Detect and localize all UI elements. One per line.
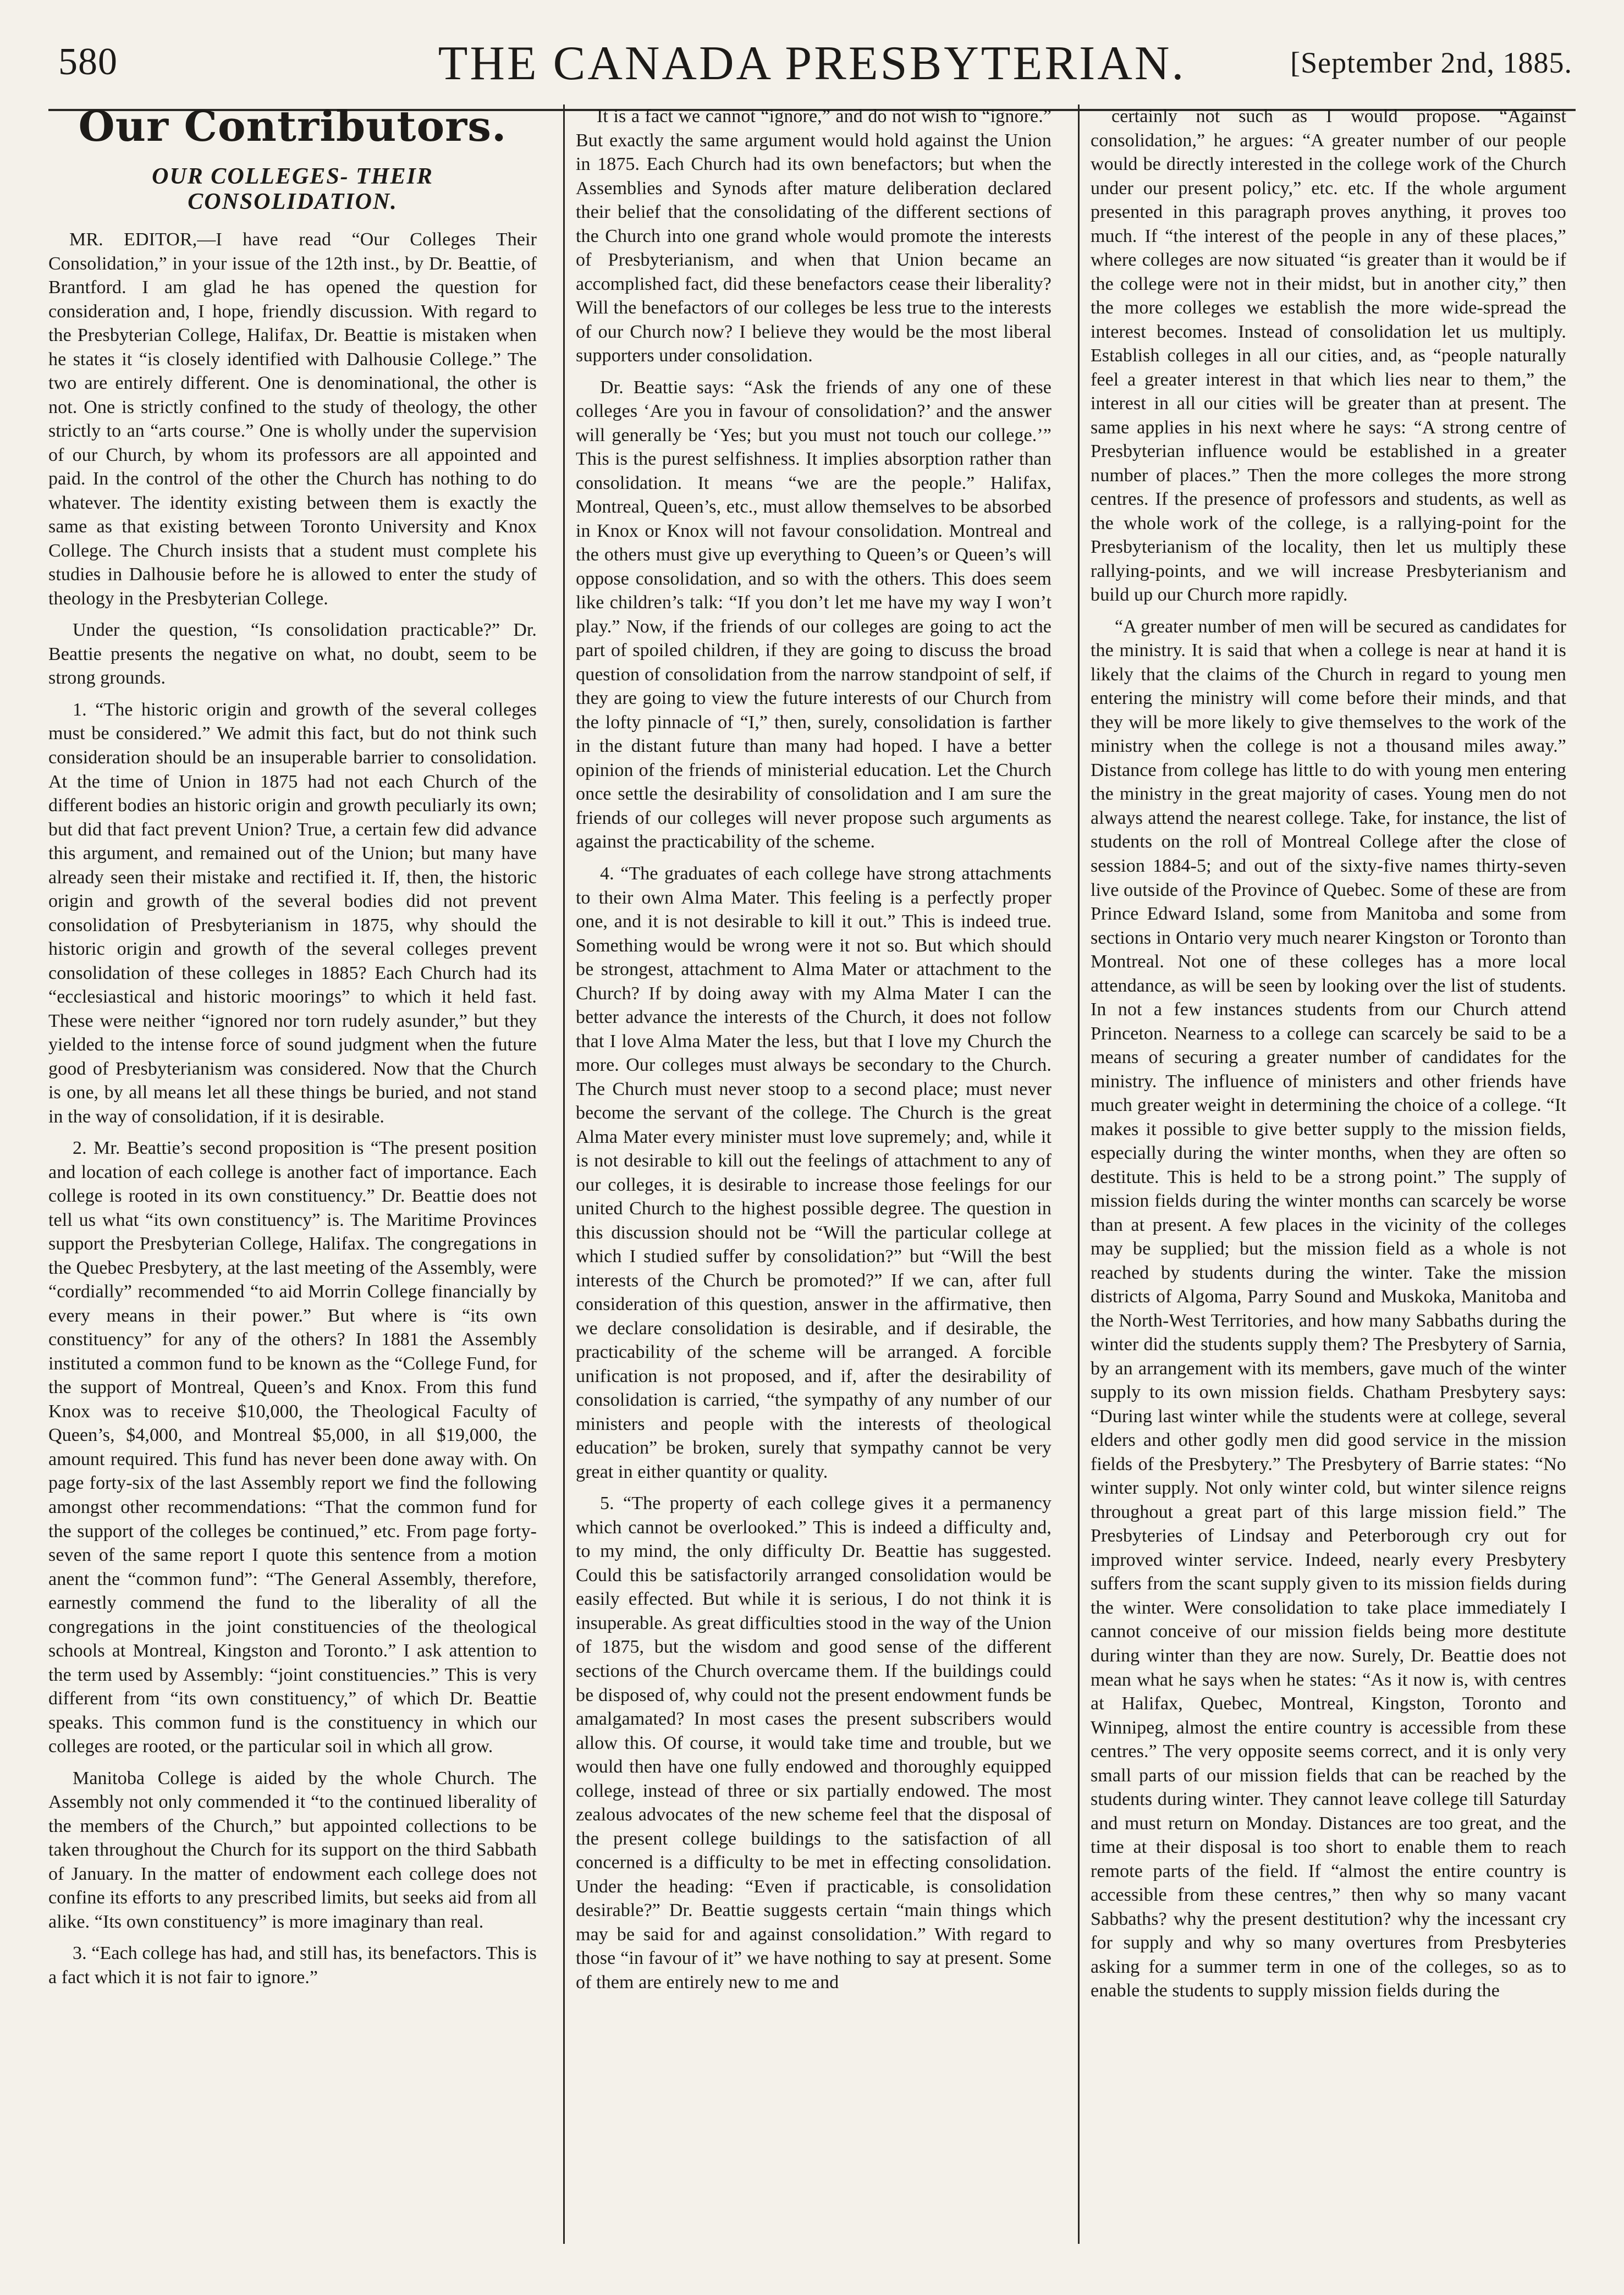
article-title: OUR COLLEGES- THEIR CONSOLIDATION. [152, 163, 433, 214]
column-3 [1078, 104, 1566, 2244]
page-number: 580 [58, 41, 118, 83]
paragraph: “A greater number of men will be secured as candidates for the ministry. It is said that when a college is near at hand it is likely that the claims of the Church in regard to young men entering the ministry will come before their minds, and that they will be more likely to give themselves to the work of the ministry when the college is not a thousand miles away.” Distance from college has little to do with young men entering the ministry in the great majority of cases. Young men do not always attend the nearest college. Take, for instance, the list of students on the roll of Montreal College after the close of session 1884-5; and out of the sixty-five names thirty-seven live outside of the Province of Quebec. Some of these are from Prince Edward Island, some from Manitoba and some from sections in Ontario very much nearer Kingston or Toronto than Montreal. Not one of these colleges has a more local attendance, as will be seen by looking over the list of students. In not a few instances students from our Church attend Princeton. Nearness to a college can scarcely be said to be a means of securing a greater number of candidates for the ministry. The influence of ministers and other friends have much greater weight in determining the choice of a college. “It makes it possible to give better supply to the mission fields, especially during the winter months, when they are often so destitute. This is held to be a strong point.” The supply of mission fields during the winter months can scarcely be worse than at present. A few places in the vicinity of the colleges may be supplied; but the mission field as a whole is not reached by students during the winter. Take the mission districts of Algoma, Parry Sound and Muskoka, Manitoba and the North-West Territories, and how many Sabbaths during the winter did the students supply them? The Presbytery of Sarnia, by an arrangement with its members, gave much of the winter supply to its own mission fields. Chatham Presbytery says: “During last winter while the students were at college, several elders and other godly men did good service in the mission fields of the Presbytery.” The Presbytery of Barrie states: “No winter supply. Not only winter cold, but winter silence reigns throughout a great part of this large mission field.” The Presbyteries of Lindsay and Peterborough cry out for improved winter service. Indeed, nearly every Presbytery suffers from the scant supply given to its mission fields during the winter. Were consolidation to take place immediately I cannot conceive of our mission fields being more destitute during winter than they are now. Surely, Dr. Beattie does not mean what he says when he states: “As it now is, with centres at Halifax, Quebec, Montreal, Kingston, Toronto and Winnipeg, almost the entire country is accessible from these centres.” The very opposite seems correct, and it is only very small parts of our mission fields that can be reached by the students during winter. They cannot leave college till Saturday and must return on Monday. Distances are too great, and the time at their disposal is too short to enable them to reach remote parts of the field. If “almost the entire country is accessible from these centres,” then why so many vacant Sabbaths? why the present destitution? why the incessant cry for supply and why so many overtures from Presbyteries asking for a summer term in one of the colleges, so as to enable the students to supply mission fields during the [1091, 616, 1566, 2001]
column-2 [563, 104, 1052, 2244]
page-header [48, 37, 1576, 111]
article-columns [48, 104, 1576, 2244]
issue-date: [September 2nd, 1885. [1290, 46, 1572, 79]
paragraph: MR. EDITOR,—I have read “Our Colleges Their Consolidation,” in your issue of the 12th inst., by Dr. Beattie, of Brantford. I am glad he has opened the question for consideration and, I hope, friendly discussion. With regard to the Presbyterian College, Halifax, Dr. Beattie is mistaken when he states it “is closely identified with Dalhousie College.” The two are entirely different. One is denominational, the other is not. One is strictly confined to the study of theology, the other strictly to an “arts course.” One is wholly under the supervision of our Church, by whom its professors are all appointed and paid. In the control of the other the Church has nothing to do whatever. The identity existing between them is exactly the same as that existing between Toronto University and Knox College. The Church insists that a student must complete his studies in Dalhousie before he is allowed to enter the study of theology in the Presbyterian College. [48, 229, 537, 609]
paragraph: 5. “The property of each college gives it a permanency which cannot be overlooked.” This is indeed a difficulty and, to my mind, the only difficulty Dr. Beattie has suggested. Could this be satisfactorily arranged consolidation would be easily effected. But while it is serious, I do not think it is insuperable. As great difficulties stood in the way of the Union of 1875, but the wisdom and good sense of the different sections of the Church overcame them. If the buildings could be disposed of, why could not the present endowment funds be amalgamated? In most cases the present subscribers would allow this. Of course, it would take time and trouble, but we would then have one fully endowed and thoroughly equipped college, instead of three or six partially endowed. The most zealous advocates of the new scheme feel that the disposal of the present college buildings to the satisfaction of all concerned is a difficulty to be met in effecting consolidation. Under the heading: “Even if practicable, is consolidation desirable?” Dr. Beattie suggests certain “main things which may be said for and against consolidation.” With regard to those “in favour of it” we have nothing to say at present. Some of them are entirely new to me and [576, 1493, 1052, 1993]
paragraph: 3. “Each college has had, and still has, its benefactors. This is a fact which it is not fair to ignore.” [48, 1943, 537, 1988]
journal-title: THE CANADA PRESBYTERIAN. [438, 37, 1186, 90]
paragraph: 4. “The graduates of each college have strong attachments to their own Alma Mater. This feeling is a perfectly proper one, and it is not desirable to kill it out.” This is indeed true. Something would be wrong were it not so. But which should be strongest, attachment to Alma Mater or attachment to the Church? If by doing away with my Alma Mater I can the better advance the interests of the Church, it does not follow that I love Alma Mater the less, but that I love my Church the more. Our colleges must always be secondary to the Church. The Church must never stoop to a second place; must never become the servant of the college. The Church is the great Alma Mater every minister must love supremely; and, while it is not desirable to kill out the feelings of attachment to any of our colleges, it is desirable to increase those feelings for our united Church to the highest possible degree. The question in this discussion should not be “Will the particular college at which I studied suffer by consolidation?” but “Will the best interests of the Church be promoted?” If we can, after full consideration of this question, answer in the affirmative, then we declare consolidation is desirable, and if desirable, the practicability of the scheme will be arranged. A forcible unification is not proposed, and if, after the desirability of consolidation is carried, “the sympathy of any number of our ministers and people with the interests of theological education” be broken, surely that sympathy cannot be very great in either quantity or quality. [576, 863, 1052, 1482]
paragraph: Dr. Beattie says: “Ask the friends of any one of these colleges ‘Are you in favour of consolidation?’ and the answer will generally be ‘Yes; but you must not touch our college.’” This is the purest selfishness. It implies absorption rather than consolidation. It means “we are the people.” Halifax, Montreal, Queen’s, etc., must allow themselves to be absorbed in Knox or Knox will not favour consolidation. Montreal and the others must give up everything to Queen’s or Queen’s will oppose consolidation, and so with the others. This does seem like children’s talk: “If you don’t let me have my way I won’t play.” Now, if the friends of our colleges are going to act the part of spoiled children, if they are going to discuss the broad question of consolidation from the narrow standpoint of self, if they are going to view the future interests of our Church from the lofty pinnacle of “I,” then, surely, consolidation is farther in the distant future than many had hoped. I have a better opinion of the friends of ministerial education. Let the Church once settle the desirability of consolidation and I am sure the friends of our colleges will never propose such arguments as against the practicability of the scheme. [576, 377, 1052, 852]
column-1 [48, 104, 537, 2244]
paragraph: Manitoba College is aided by the whole Church. The Assembly not only commended it “to the continued liberality of the members of the Church,” but appointed collections to be taken throughout the Church for its support on the third Sabbath of January. In the matter of endowment each college does not confine its efforts to any prescribed limits, but seeks aid from all alike. “Its own constituency” is more imaginary than real. [48, 1768, 537, 1932]
section-title: Our Contributors. [78, 104, 507, 151]
paragraph: certainly not such as I would propose. “Against consolidation,” he argues: “A greater number of our people would be directly interested in the college work of the Church under our present policy,” etc. etc. If the whole argument presented in this paragraph proves anything, it proves too much. If “the interest of the people in any of these places,” where colleges are now situated “is greater than it would be if the college were not in their midst, but in another city,” then the more colleges we establish the more wide-spread the interest becomes. Instead of consolidation let us multiply. Establish colleges in all our cities, and, as “people naturally feel a greater interest in that which lies near to them,” the interest in all our cities will be greater than at present. The same applies in his next where he says: “A strong centre of Presbyterian influence would be established in a greater number of places.” Then the more colleges the more strong centres. If the presence of professors and students, as well as the whole work of the college, is a rallying-point for the Presbyterianism of the locality, then let us multiply these rallying-points, and we will increase Presbyterianism and build up our Church more rapidly. [1091, 106, 1566, 606]
paragraph: 2. Mr. Beattie’s second proposition is “The present position and location of each college is another fact of importance. Each college is rooted in its own constituency.” Dr. Beattie does not tell us what “its own constituency” is. The Maritime Provinces support the Presbyterian College, Halifax. The congregations in the Quebec Presbytery, at the last meeting of the Assembly, were “cordially” recommended “to aid Morrin College financially by every means in their power.” But where is “its own constituency” for any of the others? In 1881 the Assembly instituted a common fund to be known as the “College Fund, for the support of Montreal, Queen’s and Knox. From this fund Knox was to receive $10,000, the Theological Faculty of Queen’s, $4,000, and Montreal $5,000, in all $19,000, the amount required. This fund has never been done away with. On page forty-six of the last Assembly report we find the following amongst other recommendations: “That the common fund for the support of the colleges be continued,” etc. From page forty-seven of the same report I quote this sentence from a motion anent the “common fund”: “The General Assembly, therefore, earnestly commend the fund to the liberality of all the congregations in the joint constituencies of the theological schools at Montreal, Kingston and Toronto.” I ask attention to the term used by Assembly: “joint constituencies.” This is very different from “its own constituency,” of which Dr. Beattie speaks. This common fund is the constituency in which our colleges are rooted, or the particular soil in which all grow. [48, 1138, 537, 1757]
paragraph: It is a fact we cannot “ignore,” and do not wish to “ignore.” But exactly the same argument would hold against the Union in 1875. Each Church had its own benefactors; but when the Assemblies and Synods after mature deliberation declared their belief that the consolidating of the different sections of the Church into one grand whole would promote the interests of Presbyterianism, and when that Union became an accomplished fact, did these benefactors cease their liberality? Will the benefactors of our colleges be less true to the interests of our Church now? I believe they would be the most liberal supporters under consolidation. [576, 106, 1052, 366]
paragraph: Under the question, “Is consolidation practicable?” Dr. Beattie presents the negative on what, no doubt, seem to be strong grounds. [48, 620, 537, 689]
paragraph: 1. “The historic origin and growth of the several colleges must be considered.” We admit this fact, but do not think such consideration should be an insuperable barrier to consolidation. At the time of Union in 1875 had not each Church of the different bodies an historic origin and growth peculiarly its own; but did that fact prevent Union? True, a certain few did advance this argument, and remained out of the Union; but many have already seen their mistake and rectified it. If, then, the historic origin and growth of the several bodies did not prevent consolidation of Presbyterianism in 1875, why should the historic origin and growth of the several colleges prevent consolidation of these colleges in 1885? Each Church had its “ecclesiastical and historic moorings” to which it held fast. These were neither “ignored nor torn rudely asunder,” but they yielded to the intense force of sound judgment when the future good of Presbyterianism was considered. Now that the Church is one, by all means let all these things be buried, and not stand in the way of consolidation, if it is desirable. [48, 699, 537, 1127]
